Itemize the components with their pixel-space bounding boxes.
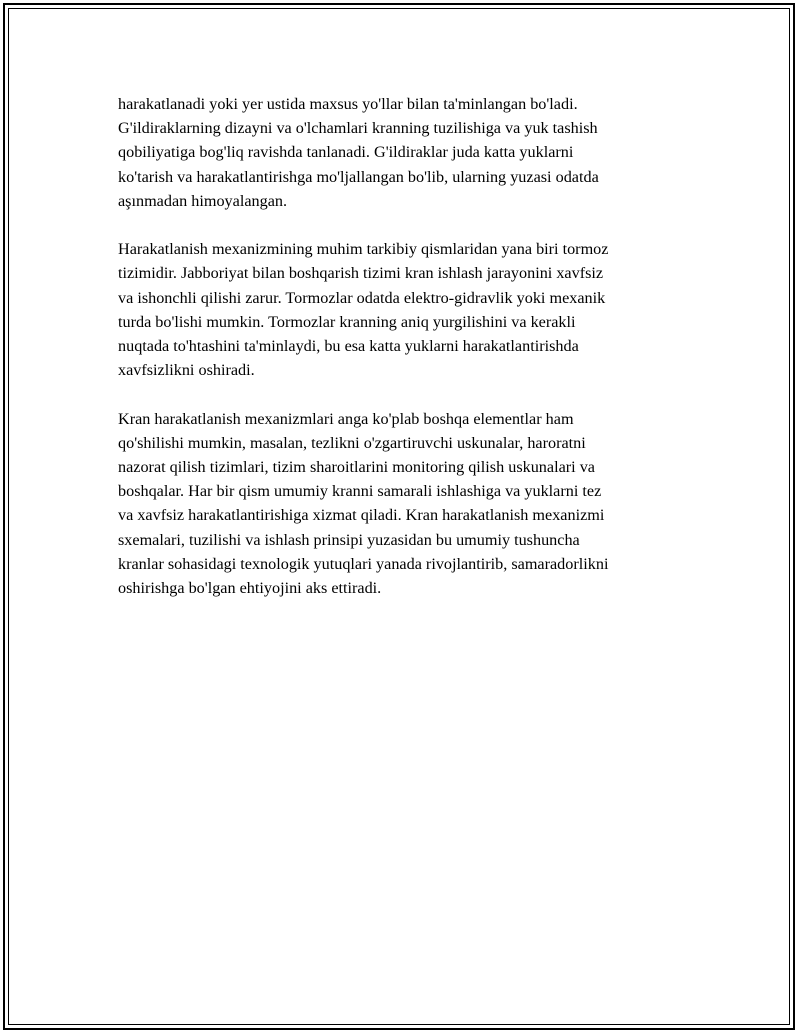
document-body bbox=[118, 92, 708, 624]
text-line: sxemalari, tuzilishi va ishlash prinsipi yuzasidan bu umumiy tushuncha bbox=[118, 530, 580, 549]
text-line: Harakatlanish mexanizmining muhim tarkibiy qismlaridan yana biri tormoz bbox=[118, 240, 609, 259]
paragraph-3 bbox=[118, 407, 708, 601]
text-line: oshirishga bo'lgan ehtiyojini aks ettiradi. bbox=[118, 579, 382, 598]
text-line: va ishonchli qilishi zarur. Tormozlar odatda elektro-gidravlik yoki mexanik bbox=[118, 288, 606, 307]
text-line: G'ildiraklarning dizayni va o'lchamlari kranning tuzilishiga va yuk tashish bbox=[118, 119, 598, 138]
text-line: tizimidir. Jabboriyat bilan boshqarish tizimi kran ishlash jarayonini xavfsiz bbox=[118, 264, 604, 283]
text-line: nazorat qilish tizimlari, tizim sharoitlarini monitoring qilish uskunalari va bbox=[118, 458, 595, 477]
paragraph-1 bbox=[118, 92, 708, 213]
paragraph-2 bbox=[118, 237, 708, 382]
text-line: harakatlanadi yoki yer ustida maxsus yo'llar bilan ta'minlangan bo'ladi. bbox=[118, 95, 578, 113]
text-line: kranlar sohasidagi texnologik yutuqlari yanada rivojlantirib, samaradorlikni bbox=[118, 554, 609, 573]
text-line: xavfsizlikni oshiradi. bbox=[118, 361, 255, 380]
text-line: ko'tarish va harakatlantirishga mo'ljallangan bo'lib, ularning yuzasi odatda bbox=[118, 167, 599, 186]
text-line: qobiliyatiga bog'liq ravishda tanlanadi. G'ildiraklar juda katta yuklarni bbox=[118, 143, 574, 162]
text-line: Kran harakatlanish mexanizmlari anga ko'plab boshqa elementlar ham bbox=[118, 409, 574, 428]
text-line: va xavfsiz harakatlantirishiga xizmat qiladi. Kran harakatlanish mexanizmi bbox=[118, 506, 605, 525]
text-line: aşınmadan himoyalangan. bbox=[118, 191, 288, 210]
text-line: boshqalar. Har bir qism umumiy kranni samarali ishlashiga va yuklarni tez bbox=[118, 482, 602, 501]
text-line: turda bo'lishi mumkin. Tormozlar kranning aniq yurgilishini va kerakli bbox=[118, 312, 576, 331]
text-line: qo'shilishi mumkin, masalan, tezlikni o'zgartiruvchi uskunalar, haroratni bbox=[118, 433, 586, 452]
text-line: nuqtada to'htashini ta'minlaydi, bu esa katta yuklarni harakatlantirishda bbox=[118, 337, 579, 356]
